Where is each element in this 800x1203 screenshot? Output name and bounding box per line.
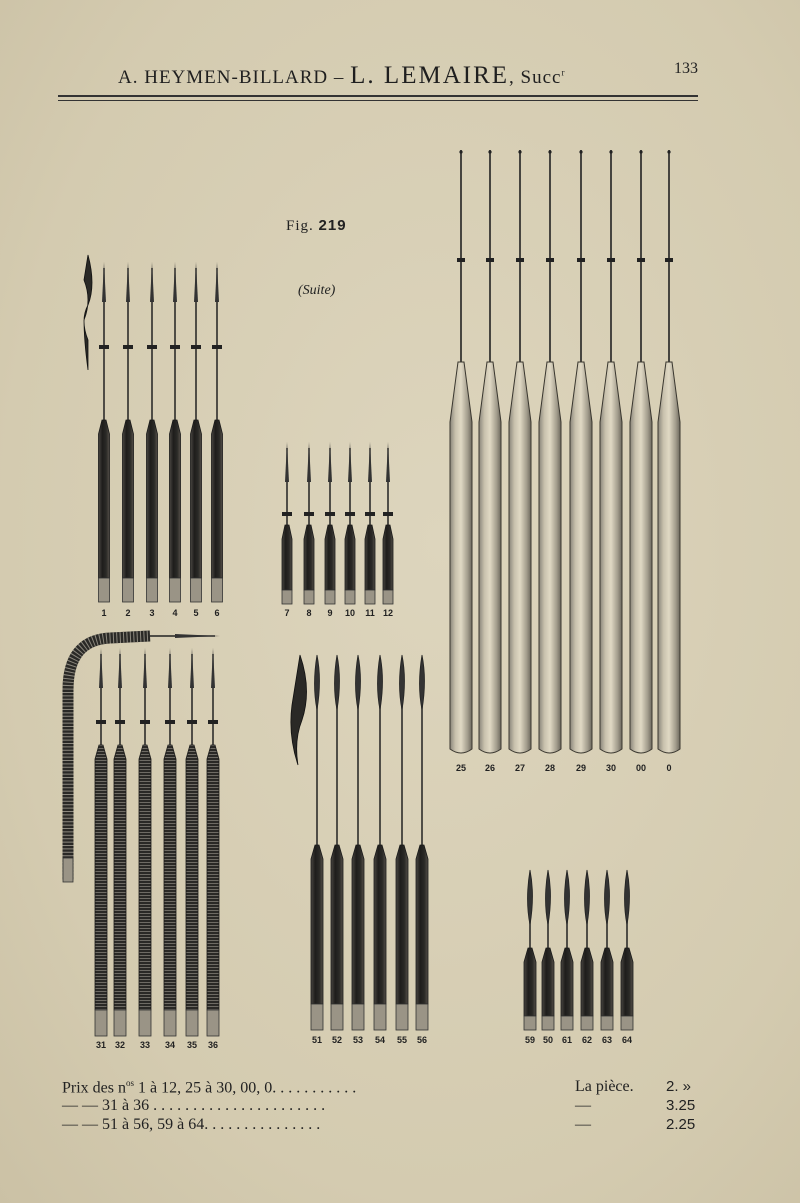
instrument-number-label: 11 <box>365 608 375 618</box>
instrument-number-label: 50 <box>542 1035 554 1045</box>
instrument-number-label: 64 <box>621 1035 633 1045</box>
instrument-number-label: 00 <box>635 763 647 773</box>
instrument-number-label: 56 <box>416 1035 428 1045</box>
price-row <box>62 1078 722 1097</box>
instrument-number-label: 25 <box>455 763 467 773</box>
instrument <box>325 442 335 604</box>
instrument <box>123 262 134 602</box>
instrument-number-label: 33 <box>139 1040 151 1050</box>
instrument <box>207 648 219 1036</box>
instrument-number-label: 7 <box>284 608 290 618</box>
instrument-number-label: 32 <box>114 1040 126 1050</box>
price-desc-prefix: Prix des n <box>62 1079 126 1097</box>
price-value: 3.25 <box>666 1097 696 1114</box>
instrument-number-label: 30 <box>605 763 617 773</box>
instrument <box>416 655 428 1030</box>
instrument <box>570 150 592 753</box>
price-list <box>62 1078 722 1135</box>
instrument-number-label: 12 <box>382 608 394 618</box>
instrument-number-label: 34 <box>164 1040 176 1050</box>
instrument-number-label: 29 <box>575 763 587 773</box>
instrument <box>99 262 110 602</box>
instrument <box>658 150 680 753</box>
instrument-number-label: 27 <box>514 763 526 773</box>
instrument-number-label: 6 <box>214 608 220 618</box>
instrument <box>95 648 107 1036</box>
instrument <box>539 150 561 753</box>
instrument-number-label: 35 <box>186 1040 198 1050</box>
price-desc-sup: os <box>126 1078 135 1088</box>
instrument-number-label: 10 <box>344 608 356 618</box>
instrument-number-label: 8 <box>306 608 312 618</box>
instrument-number-label: 4 <box>172 608 178 618</box>
instrument-number-label: 2 <box>125 608 131 618</box>
price-unit: — <box>575 1097 591 1114</box>
instrument <box>311 655 323 1030</box>
instrument <box>374 655 386 1030</box>
price-desc-prefix: — — <box>62 1097 102 1114</box>
instrument <box>331 655 343 1030</box>
price-unit: La pièce. <box>575 1078 634 1095</box>
instrument <box>212 262 223 602</box>
instrument <box>630 150 652 753</box>
instrument <box>621 870 633 1030</box>
figure-number: 219 <box>318 217 347 234</box>
instrument-number-label: 3 <box>149 608 155 618</box>
instrument-number-label: 26 <box>484 763 496 773</box>
instrument-group-g5 <box>311 655 428 1030</box>
instrument-number-label: 54 <box>374 1035 386 1045</box>
figure-label: Fig. <box>286 218 314 234</box>
price-value: 2.25 <box>666 1116 696 1133</box>
instrument-number-label: 52 <box>331 1035 343 1045</box>
price-desc: 1 à 12, 25 à 30, 00, 0. . . . . . . . . . . <box>134 1079 357 1097</box>
price-desc: 51 à 56, 59 à 64. . . . . . . . . . . . . . . <box>102 1116 321 1133</box>
instrument <box>396 655 408 1030</box>
instrument <box>345 442 355 604</box>
instrument <box>561 870 573 1030</box>
instrument <box>114 648 126 1036</box>
price-row <box>62 1097 722 1116</box>
instrument <box>191 262 202 602</box>
instrument <box>450 150 472 753</box>
instrument <box>164 648 176 1036</box>
instrument <box>601 870 613 1030</box>
instrument <box>542 870 554 1030</box>
instrument-number-label: 28 <box>544 763 556 773</box>
instrument-number-label: 55 <box>396 1035 408 1045</box>
instrument <box>147 262 158 602</box>
instrument-number-label: 53 <box>352 1035 364 1045</box>
instrument <box>383 442 393 604</box>
instrument <box>479 150 501 753</box>
instrument-group-g3 <box>450 150 680 753</box>
page-number: 133 <box>674 60 698 77</box>
instrument <box>509 150 531 753</box>
instrument-group-g4 <box>95 648 219 1036</box>
price-unit: — <box>575 1116 591 1133</box>
figure-subtitle: (Suite) <box>298 283 336 298</box>
price-desc-prefix: — — <box>62 1116 102 1133</box>
instrument <box>139 648 151 1036</box>
price-row <box>62 1116 722 1135</box>
instrument <box>581 870 593 1030</box>
instrument-number-label: 0 <box>666 763 672 773</box>
instrument <box>365 442 375 604</box>
instrument-number-label: 31 <box>95 1040 107 1050</box>
price-value: 2. » <box>666 1078 692 1095</box>
instrument <box>352 655 364 1030</box>
instrument-number-label: 51 <box>311 1035 323 1045</box>
instrument-group-g2 <box>282 442 393 604</box>
instrument-number-label: 59 <box>524 1035 536 1045</box>
instrument <box>282 442 292 604</box>
header-company: A. HEYMEN-BILLARD – <box>118 67 351 88</box>
header-brand: L. LEMAIRE <box>350 62 510 89</box>
instrument <box>186 648 198 1036</box>
instrument-number-label: 1 <box>101 608 107 618</box>
instrument <box>600 150 622 753</box>
instrument-number-label: 36 <box>207 1040 219 1050</box>
instrument-number-label: 61 <box>561 1035 573 1045</box>
instrument <box>524 870 536 1030</box>
instrument-number-label: 62 <box>581 1035 593 1045</box>
header-suffix-sup: r <box>561 67 566 78</box>
instrument <box>304 442 314 604</box>
instrument <box>170 262 181 602</box>
instrument-number-label: 5 <box>193 608 199 618</box>
instrument-group-g6 <box>524 870 633 1030</box>
instrument-group-g1 <box>99 262 223 602</box>
header-suffix: , Succ <box>509 67 562 88</box>
price-desc: 31 à 36 . . . . . . . . . . . . . . . . . . . . . . <box>102 1097 326 1114</box>
instrument-number-label: 63 <box>601 1035 613 1045</box>
instrument-number-label: 9 <box>327 608 333 618</box>
